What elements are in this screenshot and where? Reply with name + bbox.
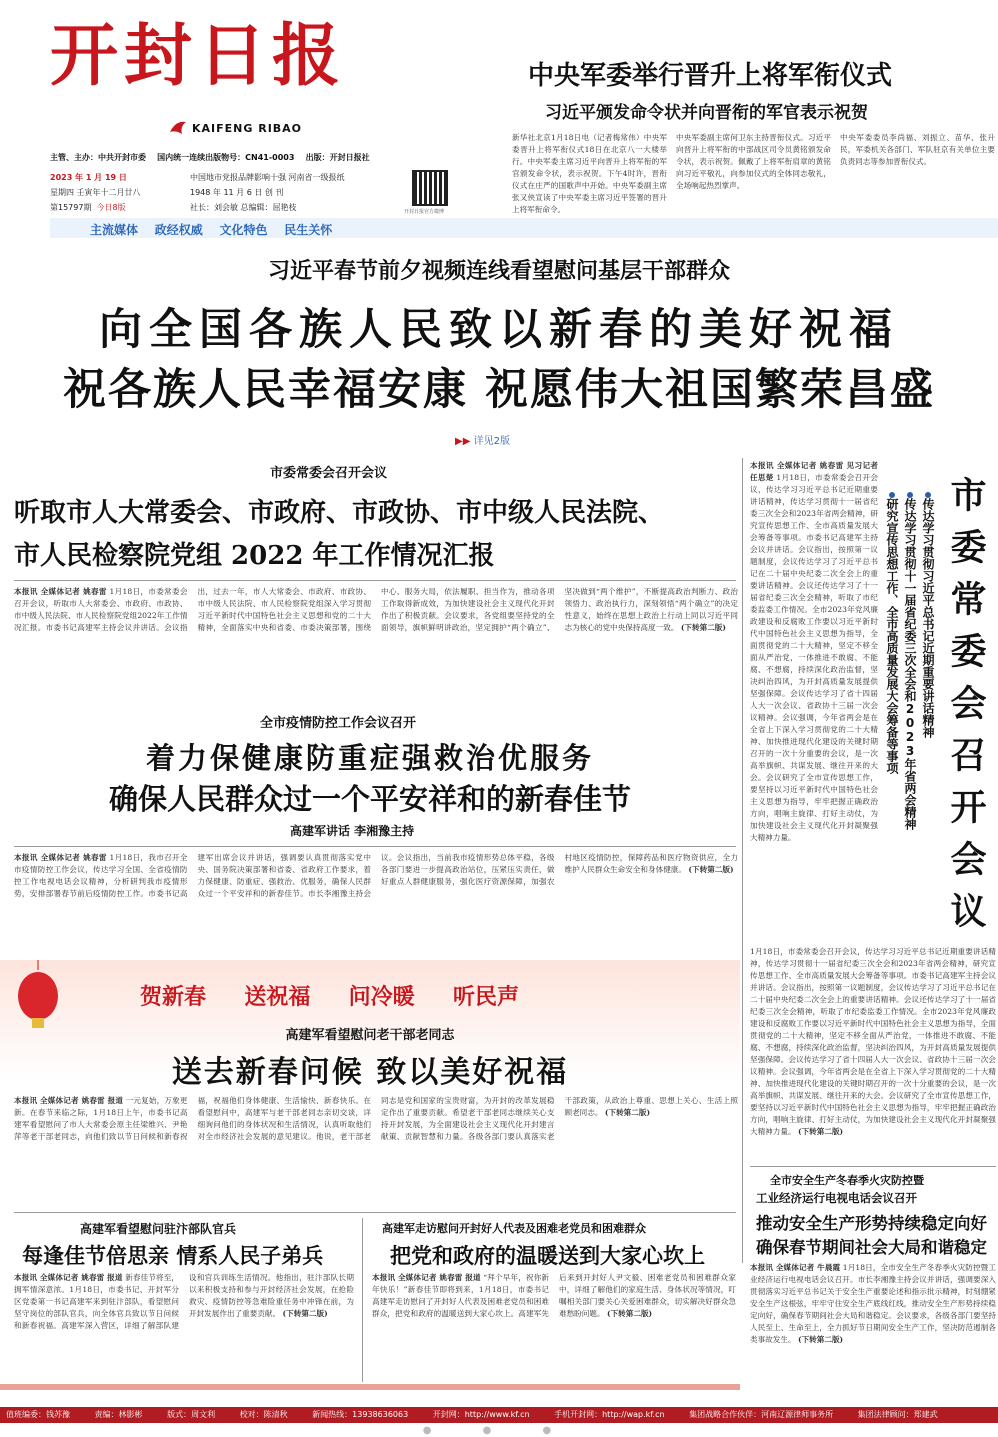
slogan: 政经权威 bbox=[154, 223, 203, 237]
byline: 本报讯 全媒体记者 牛晨霞 bbox=[750, 1263, 841, 1272]
continued: (下转第二版) bbox=[797, 1335, 844, 1344]
slogan-bar bbox=[90, 221, 332, 238]
footer-item: 新闻热线：13938636063 bbox=[312, 1410, 409, 1419]
footer-item: 责编：林影彬 bbox=[94, 1410, 143, 1419]
byline: 本报讯 全媒体记者 姚春雷 bbox=[14, 853, 107, 862]
lead-headline-2[interactable]: 祝各族人民幸福安康 祝愿伟大祖国繁荣昌盛 bbox=[63, 365, 935, 415]
lead-jump[interactable] bbox=[455, 432, 510, 447]
sub-right-kicker: 高建军走访慰问开封好人代表及困难老党员和困难群众 bbox=[382, 1222, 646, 1235]
side-text: 1月18日，市委常委会召开会议，传达学习习近平总书记近期重要讲话精神，传达学习贯彻十一届省纪委三次全会和2023年省两会精神，研究宣传思想工作、全市高质量发展大会筹备等事项。市委书记高建军主持会议并讲话。会议指出，按照第一议题制度，会议传达学习了习近平总书记在二十届中央纪委二次全会上的重要讲话精神。会议还传达学习了十一届省纪委三次全会精神，听取了市纪委监委工作情况。全市2023年党风廉政建设和反腐败工作要以习近平新时代中国特色社会主义思想为指导，全面贯彻党的二十大精神，坚定不移全面从严治党，一体推进不敢腐、不能腐、不想腐，持续深化政治监督，坚决纠治四风，为开封高质量发展提供坚强保障。会议传达学习了省十四届人大一次会议、省政协十三届一次会议精神。会议强调，今年省两会是在全省上下深入学习贯彻党的二十大精神、加快推进现代化建设的关键时期召开的一次十分重要的会议，是一次高举旗帜、共谋发展、继往开来的大会。会议研究了全市宣传思想工作，要坚持以习近平新时代中国特色社会主义思想为指导，牢牢把握正确政治方向，唱响主旋律、打好主动仗，为加快建设社会主义现代化开封凝聚强大精神力量。 bbox=[750, 473, 879, 842]
banner-item: 问冷暖 bbox=[348, 984, 415, 1010]
continued: (下转第二版) bbox=[797, 1127, 844, 1136]
sponsor-line bbox=[50, 152, 510, 163]
side-title[interactable]: 市委常委会召开会议 bbox=[945, 476, 987, 944]
editors: 社长：刘会敏 总编辑：屈艳枝 bbox=[190, 203, 297, 212]
qr-code[interactable] bbox=[412, 170, 448, 206]
footer-item: 校对：陈清秋 bbox=[239, 1410, 288, 1419]
continued: (下转第二版) bbox=[606, 1309, 653, 1318]
byline: 本报讯 全媒体记者 姚春雷 报道 bbox=[372, 1273, 481, 1282]
sub-right-body bbox=[372, 1272, 736, 1380]
press-honor: 中国地市党报品牌影响十强 河南省一级报纸 bbox=[190, 173, 345, 182]
footer-item: 值班编委：钱苏豫 bbox=[6, 1410, 70, 1419]
festival-banner bbox=[140, 980, 519, 1011]
sub-left-text: 新春佳节将至，拥军情深意浓。1月18日，市委书记、开封军分区党委第一书记高建军来到驻汴部队，看望慰问坚守岗位的部队官兵，向全体官兵致以节日问候和新春祝福。高建军深入营区，详细了解部队建设和官兵训练生活情况。他指出，驻汴部队长期以来积极支持和参与开封经济社会发展，在抢险救灾、疫情防控等急难险重任务中冲锋在前，为开封发展作出了重要贡献。 bbox=[14, 1273, 354, 1330]
continued: (下转第二版) bbox=[282, 1309, 328, 1318]
article1-headline-1[interactable]: 听取市人大常委会、市政府、市政协、市中级人民法院、 bbox=[14, 498, 665, 528]
footer-link[interactable]: 手机开封网：http://wap.kf.cn bbox=[554, 1410, 665, 1419]
top-story-subtitle: 习近平颁发命令状并向晋衔的军官表示祝贺 bbox=[545, 103, 868, 123]
slogan: 主流媒体 bbox=[90, 223, 139, 237]
publisher: 出版：开封日报社 bbox=[305, 153, 370, 162]
side-text-2: 1月18日，市委常委会召开会议，传达学习习近平总书记近期重要讲话精神，传达学习贯彻十一届省纪委三次全会和2023年省两会精神，研究宣传思想工作、全市高质量发展大会筹备等事项。市委书记高建军主持会议并讲话。会议指出，按照第一议题制度，会议传达学习了习近平总书记在二十届中央纪委二次全会上的重要讲话精神。会议还传达学习了十一届省纪委三次全会精神，听取了市纪委监委工作情况。全市2023年党风廉政建设和反腐败工作要以习近平新时代中国特色社会主义思想为指导，全面贯彻党的二十大精神，坚定不移全面从严治党，一体推进不敢腐、不能腐、不想腐，持续深化政治监督，坚决纠治四风，为开封高质量发展提供坚强保障。会议传达学习了省十四届人大一次会议、省政协十三届一次会议精神。会议强调，今年省两会是在全省上下深入学习贯彻党的二十大精神、加快推进现代化建设的关键时期召开的一次十分重要的会议，是一次高举旗帜、共谋发展、继往开来的大会。会议研究了全市宣传思想工作，要坚持以习近平新时代中国特色社会主义思想为指导，牢牢把握正确政治方向，唱响主旋律、打好主动仗，为加快建设社会主义现代化开封凝聚强大精神力量。 bbox=[750, 947, 996, 1136]
jump-label: 详见2版 bbox=[473, 436, 510, 447]
sub-left-body bbox=[14, 1272, 354, 1380]
top-story-title[interactable]: 中央军委举行晋升上将军衔仪式 bbox=[528, 61, 893, 91]
slogan: 文化特色 bbox=[219, 223, 268, 237]
safety-headline-2[interactable]: 确保春节期间社会大局和谐稳定 bbox=[756, 1238, 987, 1257]
side-body-top bbox=[750, 460, 878, 940]
masthead-roman: KAIFENG RIBAO bbox=[192, 122, 303, 135]
banner-item: 贺新春 bbox=[140, 984, 207, 1010]
sub-right-text: “拜个早年，祝你新年快乐！”新春佳节即将到来，1月18日，市委书记高建军走访慰问了开封好人代表及困难老党员和困难群众，把党和政府的温暖送到大家心坎上。高建军先后来到开封好人尹文毅、困难老党员和困难群众家中，详细了解他们的家庭生活、身体状况等情况，叮嘱相关部门要关心关爱困难群众，切实解决好群众急难愁盼问题。 bbox=[372, 1273, 736, 1318]
side-subtitle-2 bbox=[902, 492, 917, 932]
festival-headline[interactable]: 送去新春问候 致以美好祝福 bbox=[171, 1055, 569, 1090]
top-story-col2: 中央军委副主席何卫东主持晋衔仪式。习近平向晋升上将军衔的中部战区司令员黄铭颁发命令状，表示祝贺。佩戴了上将军衔肩章的黄铭向习近平敬礼，向参加仪式的全体同志敬礼，全场响起热烈掌声。 bbox=[676, 133, 831, 190]
footer-bar bbox=[0, 1407, 998, 1423]
side-subtitle-1 bbox=[920, 492, 935, 912]
byline: 本报讯 全媒体记者 姚春雷 报道 bbox=[14, 1096, 124, 1105]
side-body-bottom bbox=[750, 946, 996, 1162]
footer-link[interactable]: 开封网：http://www.kf.cn bbox=[432, 1410, 530, 1419]
issue-number: 第15797期 bbox=[50, 203, 92, 212]
article2-text: 1月18日，我市召开全市疫情防控工作会议，传达学习全国、全省疫情防控工作电视电话会议精神，分析研判我市疫情形势，安排部署春节前后疫情防控工作。市委书记高建军出席会议并讲话，强调要认真贯彻落实党中央、国务院决策部署和省委、省政府工作要求，着力保健康、防重症、强救治、优服务，确保人民群众过一个平安祥和的新春佳节。市长李湘豫主持会议。会议指出，当前我市疫情形势总体平稳，各级各部门要进一步提高政治站位，压紧压实责任，做好重点人群健康服务，强化医疗资源保障，加强农村地区疫情防控，保障药品和医疗物资供应，全力维护人民群众生命安全和身体健康。 bbox=[14, 853, 738, 898]
article2-body bbox=[14, 852, 738, 948]
side-sub2: 传达学习贯彻十一届省纪委三次全会和2023年省两会精神 bbox=[903, 498, 917, 830]
byline: 本报讯 全媒体记者 姚春雷 见习记者 任思楚 bbox=[750, 461, 878, 482]
sponsor: 主管、主办：中共开封市委 bbox=[50, 153, 146, 162]
safety-headline-1[interactable]: 推动安全生产形势持续稳定向好 bbox=[756, 1214, 987, 1233]
byline: 本报讯 全媒体记者 姚春雷 bbox=[14, 587, 107, 596]
page-indicator[interactable]: ● ● ● bbox=[422, 1425, 576, 1436]
top-story-col1: 新华社北京1月18日电（记者梅常伟）中央军委晋升上将军衔仪式18日在北京八一大楼举行。中央军委主席习近平向晋升上将军衔的军官颁发命令状，表示祝贺。下午4时许，晋衔仪式在庄严的国歌声中开始。中央军委副主席张又侠宣读了中央军委主席习近平签署的晋升上将军衔命令。 bbox=[512, 133, 667, 214]
masthead-title: 开封日报 bbox=[50, 16, 347, 96]
article1-text: 1月18日，市委常委会召开会议，听取市人大常委会、市政府、市政协、市中级人民法院、市人民检察院党组2022年工作情况汇报。市委书记高建军主持会议并讲话。会议指出，过去一年，市人大常委会、市政府、市政协、市中级人民法院、市人民检察院党组深入学习贯彻习近平新时代中国特色社会主义思想和党的二十大精神，全面落实中央和省委、市委决策部署，围绕中心、服务大局，依法履职、担当作为，推动各项工作取得新成效，为加快建设社会主义现代化开封作出了积极贡献。会议要求，各党组要坚持党的全面领导，旗帜鲜明讲政治，坚定拥护“两个确立”、坚决做到“两个维护”，不断提高政治判断力、政治领悟力、政治执行力，深刻领悟“两个确立”的决定性意义，始终在思想上政治上行动上同以习近平同志为核心的党中央保持高度一致。 bbox=[14, 587, 738, 632]
article2-headline-2[interactable]: 确保人民群众过一个平安祥和的新春佳节 bbox=[108, 782, 631, 816]
festival-body bbox=[14, 1095, 738, 1205]
cn-number: 国内统一连续出版物号：CN41-0003 bbox=[157, 153, 295, 162]
festival-border bbox=[0, 1384, 740, 1390]
safety-text: 1月18日，全市安全生产冬春季火灾防控暨工业经济运行电视电话会议召开。市长李湘豫主持会议并讲话，强调要深入贯彻落实习近平总书记关于安全生产重要论述和指示批示精神，时刻绷紧安全生产这根弦，牢牢守住安全生产底线红线，推动安全生产形势持续稳定向好，确保春节期间社会大局和谐稳定。会议要求，各级各部门要坚持人民至上、生命至上，全力抓好节日期间安全生产工作，坚决防范遏制各类事故发生。 bbox=[750, 1263, 996, 1344]
article1-kicker: 市委常委会召开会议 bbox=[270, 466, 388, 481]
safety-kicker: 全市安全生产冬春季火灾防控暨 bbox=[770, 1174, 924, 1187]
qr-label: 开封日报官方微博 bbox=[404, 209, 445, 215]
page-count: 今日8版 bbox=[96, 203, 126, 212]
article2-sub: 高建军讲话 李湘豫主持 bbox=[290, 824, 415, 838]
slogan: 民生关怀 bbox=[284, 223, 333, 237]
side-subtitle-3 bbox=[884, 492, 899, 892]
side-sub3: 研究宣传思想工作、全市高质量发展大会筹备等事项 bbox=[885, 498, 899, 774]
continued: (下转第二版) bbox=[688, 865, 734, 874]
article1-headline-2[interactable]: 市人民检察院党组 2022 年工作情况汇报 bbox=[14, 541, 495, 571]
phoenix-icon bbox=[168, 118, 188, 138]
arrow-icon: ▶▶ bbox=[455, 436, 471, 447]
safety-kicker-2: 工业经济运行电视电话会议召开 bbox=[756, 1191, 917, 1205]
press-block bbox=[190, 170, 345, 215]
sub-left-headline[interactable]: 每逢佳节倍思亲 情系人民子弟兵 bbox=[22, 1243, 324, 1268]
lantern-icon bbox=[14, 960, 62, 1028]
festival-kicker: 高建军看望慰问老干部老同志 bbox=[285, 1028, 455, 1043]
footer-item: 版式：周文利 bbox=[167, 1410, 216, 1419]
footer-item: 集团战略合作伙伴：河南辽源律师事务所 bbox=[689, 1410, 834, 1419]
founded: 1948 年 11 月 6 日 创 刊 bbox=[190, 188, 284, 197]
side-sub1: 传达学习贯彻习近平总书记近期重要讲话精神 bbox=[921, 498, 935, 738]
date-block bbox=[50, 170, 141, 215]
footer-item: 集团法律顾问：郑建武 bbox=[857, 1410, 938, 1419]
safety-body bbox=[750, 1262, 996, 1394]
article1-body bbox=[14, 586, 738, 684]
lead-headline-1[interactable]: 向全国各族人民致以新春的美好祝福 bbox=[99, 305, 899, 355]
masthead-logo bbox=[168, 118, 188, 138]
continued: (下转第二版) bbox=[604, 1108, 651, 1117]
top-story-col3: 中央军委委员李尚福、刘振立、苗华、张升民，军委机关各部门、军队驻京有关单位主要负责同志等参加晋衔仪式。 bbox=[840, 133, 995, 166]
sub-left-kicker: 高建军看望慰问驻汴部队官兵 bbox=[80, 1222, 237, 1236]
festival-text: 一元复始，万象更新。在春节来临之际，1月18日上午，市委书记高建军看望慰问了市人大常委会原主任梁维兴、尹艳萍等老干部老同志，向他们致以节日问候和新春祝福，祝福他们身体健康、生活愉快、新春快乐。在看望慰问中，高建军与老干部老同志亲切交谈，详细询问他们的身体状况和生活情况，认真听取他们对全市经济社会发展的意见建议。他说，老干部老同志是党和国家的宝贵财富，为开封的改革发展稳定作出了重要贡献。希望老干部老同志继续关心支持开封发展，为全面建设社会主义现代化开封建言献策、贡献智慧和力量。各级各部门要认真落实老干部政策，从政治上尊重、思想上关心、生活上照顾老同志。 bbox=[14, 1096, 738, 1141]
banner-item: 送祝福 bbox=[244, 984, 311, 1010]
article2-kicker: 全市疫情防控工作会议召开 bbox=[260, 716, 417, 731]
article2-headline-1[interactable]: 着力保健康防重症强救治优服务 bbox=[145, 741, 594, 775]
continued: (下转第二版) bbox=[680, 623, 726, 632]
banner-item: 听民声 bbox=[452, 984, 519, 1010]
byline: 本报讯 全媒体记者 姚春雷 报道 bbox=[14, 1273, 123, 1282]
issue-date: 2023 年 1 月 19 日 bbox=[50, 173, 127, 182]
lead-kicker: 习近平春节前夕视频连线看望慰问基层干部群众 bbox=[267, 258, 730, 284]
weekday: 星期四 壬寅年十二月廿八 bbox=[50, 188, 141, 197]
sub-right-headline[interactable]: 把党和政府的温暖送到大家心坎上 bbox=[390, 1243, 705, 1268]
